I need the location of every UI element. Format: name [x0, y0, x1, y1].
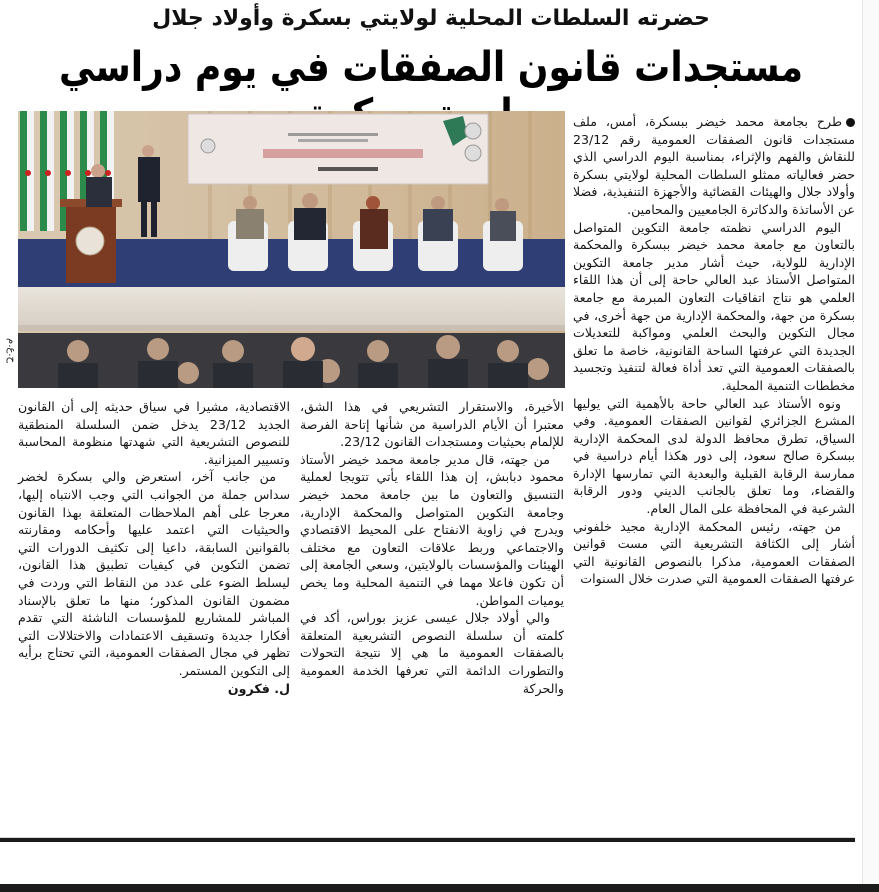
paragraph: اليوم الدراسي نظمته جامعة التكوين المتواصل بالتعاون مع جامعة محمد خيضر ببسكرة والمحكمة الإدارية للولاية، حيث أشار مدير جامعة التكوين المتواصل الأستاذ عبد العالي حاحة إلى أن هذا اللقاء العلمي هو نتاج اتفاقيات التعاون المبرمة مع جامعة بسكرة من جهة، والمحكمة الإدارية من جهة أخرى، في مجال التكوين والبحث العلمي ومواكبة للتعديلات الجديدة التي عرفتها الساحة القانونية، خاصة ما تعلق بالصفقات العمومية التي تعد أداة فعالة لتنفيذ وتجسيد مخططات التنمية المحلية. [573, 219, 855, 393]
paragraph: من جانب آخر، استعرض والي بسكرة لخضر سداس جملة من الجوانب التي وجب الانتباه إليها، معرجا على أهم الملاحظات المتعلقة بهذا القانون والحيثيات التي اعتمد عليها وأحكامه ومقارنته بالقوانين السابقة، داعيا إلى تكثيف الدورات التي تضمن التكوين في كيفيات تطبيق هذا القانون، ليسلط الضوء على عدد من النقاط التي وردت في مضمون القانون المذكور؛ منها ما تعلق بالإسناد المباشر للمشاريع للمؤسسات الناشئة التي تقدم أفكارا جديدة وتسقيف الاعتمادات والاختلالات التي تظهر في مجال الصفقات العمومية، التي تحتاج برأيه إلى التكوين المستمر. [18, 469, 290, 678]
article-column-right [573, 113, 855, 588]
photo-credit: ح.ع.م [6, 338, 17, 363]
paragraph: ونوه الأستاذ عبد العالي حاحة بالأهمية التي يوليها المشرع الجزائري لقوانين الصفقات العمومية. وفي السياق، تطرق محافظ الدولة لدى المحكمة الإدارية ببسكرة صالح سعود، إلى دور هكذا أيام دراسية في ممارسة الرقابة القبلية والبعدية التي تمارسها الإدارة والقضاء، وما تعلق بالجانب الديني ودور الرقابة الشرعية في المحافظة على المال العام. [573, 395, 855, 517]
article-headline: مستجدات قانون الصفقات في يوم دراسي [58, 44, 804, 92]
article-column-middle [300, 398, 564, 697]
article-photo [18, 111, 565, 388]
bottom-rule-divider [0, 837, 855, 842]
article-kicker: حضرته السلطات المحلية لولايتي بسكرة وأولاد جلال [152, 6, 710, 31]
paragraph: الأخيرة، والاستقرار التشريعي في هذا الشق، معتبرا أن الأيام الدراسية من شأنها إتاحة الفرصة للإلمام بحيثيات ومستجدات القانون 23/12. [300, 399, 564, 450]
paragraph: طرح بجامعة محمد خيضر ببسكرة، أمس، ملف مستجدات قانون الصفقات العمومية رقم 23/12 للنقاش والفهم والإثراء، بمناسبة اليوم الدراسي الذي حضر فعالياته ممثلو السلطات المحلية لولايتي بسكرة وأولاد جلال والهيئات القضائية والأجهزة التنفيذية، فضلا عن الأساتذة والدكاترة الجامعيين والمحامين. [573, 114, 855, 217]
paragraph: والي أولاد جلال عيسى عزيز بوراس، أكد في كلمته أن سلسلة النصوص التشريعية المتعلقة بالصفقات العمومية ما هي إلا نتيجة التحولات والتطورات الدائمة التي تعرفها الخدمة العمومية والحركة [300, 610, 564, 696]
bullet-icon [846, 118, 855, 127]
paragraph: الاقتصادية، مشيرا في سياق حديثه إلى أن القانون الجديد 23/12 يدخل ضمن السلسلة المنطقية للنصوص التشريعية التي شهدتها منظومة المحاسبة وتسيير الميزانية. [18, 399, 290, 467]
footer-bar [0, 884, 879, 892]
conference-stage-photo-icon [18, 111, 565, 388]
paragraph: من جهته، رئيس المحكمة الإدارية مجيد خلفوني أشار إلى الكثافة التشريعية التي مست قوانين الصفقات العمومية، مذكرا بالنصوص القانونية التي عرفتها الصفقات العمومية التي صدرت خلال السنوات [573, 518, 855, 587]
article-column-left [18, 398, 290, 697]
paragraph: من جهته، قال مدير جامعة محمد خيضر الأستاذ محمود دبابش، إن هذا اللقاء يأتي تتويجا لعملية التنسيق والتعاون ما بين جامعة محمد خيضر وجامعة التكوين المتواصل والمحكمة الإدارية، ويدرج في زاوية الانفتاح على المحيط الاقتصادي والاجتماعي وربط علاقات التعاون مع مختلف الهيئات والمؤسسات بالولايتين، وسعي الجامعة إلى أن تكون فاعلا مهما في التنمية المحلية وما يخص يوميات المواطن. [300, 451, 564, 608]
author-byline: ل. فكرون [227, 680, 290, 696]
page-edge-strip [862, 0, 879, 892]
